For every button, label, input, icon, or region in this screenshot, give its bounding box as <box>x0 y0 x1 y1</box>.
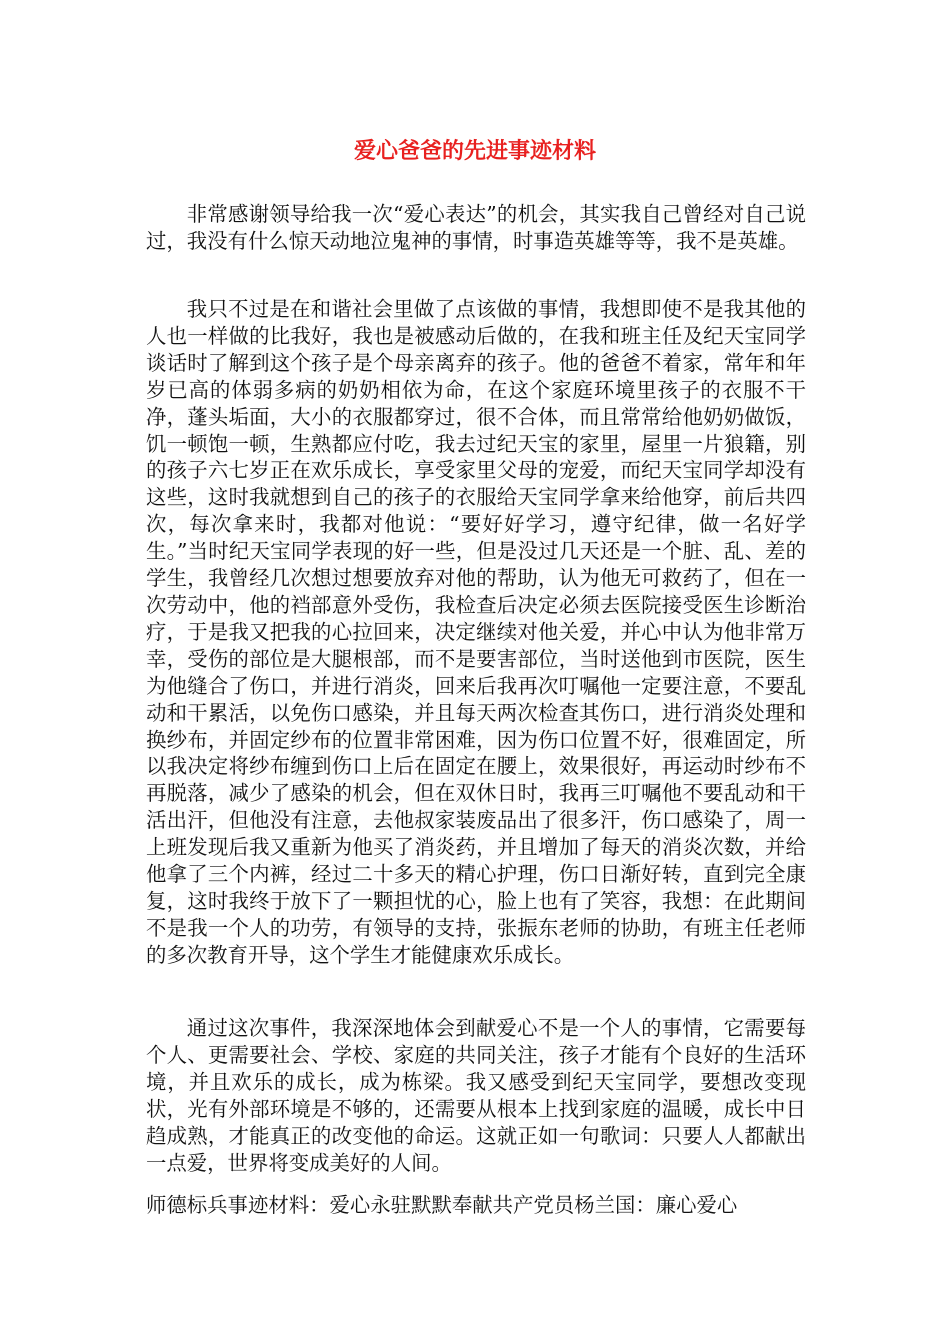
document-title: 爱心爸爸的先进事迹材料 <box>353 139 596 164</box>
paragraph-related-title: 师德标兵事迹材料：爱心永驻默默奉献共产党员杨兰国：廉心爱心 <box>146 1193 738 1217</box>
paragraph-intro: 非常感谢领导给我一次“爱心表达”的机会，其实我自己曾经对自己说过，我没有什么惊天动地泣鬼神的事情，时事造英雄等等，我不是英雄。 <box>146 202 806 253</box>
paragraph-story: 我只不过是在和谐社会里做了点该做的事情，我想即使不是我其他的人也一样做的比我好，我也是被感动后做的，在我和班主任及纪天宝同学谈话时了解到这个孩子是个母亲离弃的孩子。他的爸爸不着家，常年和年岁已高的体弱多病的奶奶相依为命，在这个家庭环境里孩子的衣服不干净，蓬头垢面，大小的衣服都穿过，很不合体，而且常常给他奶奶做饭，饥一顿饱一顿，生熟都应付吃，我去过纪天宝的家里，屋里一片狼籍，别的孩子六七岁正在欢乐成长，享受家里父母的宠爱，而纪天宝同学却没有这些，这时我就想到自己的孩子的衣服给天宝同学拿来给他穿，前后共四次，每次拿来时，我都对他说：“要好好学习，遵守纪律，做一名好学生。”当时纪天宝同学表现的好一些，但是没过几天还是一个脏、乱、差的学生，我曾经几次想过想要放弃对他的帮助，认为他无可救药了，但在一次劳动中，他的裆部意外受伤，我检查后决定必须去医院接受医生诊断治疗，于是我又把我的心拉回来，决定继续对他关爱，并心中认为他非常万幸，受伤的部位是大腿根部，而不是要害部位，当时送他到市医院，医生为他缝合了伤口，并进行消炎，回来后我再次叮嘱他一定要注意，不要乱动和干累活，以免伤口感染，并且每天两次检查其伤口，进行消炎处理和换纱布，并固定纱布的位置非常困难，因为伤口位置不好，很难固定，所以我决定将纱布缠到伤口上后在固定在腰上，效果很好，再运动时纱布不再脱落，减少了感染的机会，但在双休日时，我再三叮嘱他不要乱动和干活出汗，但他没有注意，去他叔家装废品出了很多汗，伤口感染了，周一上班发现后我又重新为他买了消炎药，并且增加了每天的消炎次数，并给他拿了三个内裤，经过二十多天的精心护理，伤口日渐好转，直到完全康复，这时我终于放下了一颗担忧的心，脸上也有了笑容，我想：在此期间不是我一个人的功劳，有领导的支持，张振东老师的协助，有班主任老师的多次教育开导，这个学生才能健康欢乐成长。 <box>146 297 806 967</box>
paragraph-reflection: 通过这次事件，我深深地体会到献爱心不是一个人的事情，它需要每个人、更需要社会、学校、家庭的共同关注，孩子才能有个良好的生活环境，并且欢乐的成长，成为栋梁。我又感受到纪天宝同学，要想改变现状，光有外部环境是不够的，还需要从根本上找到家庭的温暖，成长中日趋成熟，才能真正的改变他的命运。这就正如一句歌词：只要人人都献出一点爱，世界将变成美好的人间。 <box>146 1016 806 1175</box>
